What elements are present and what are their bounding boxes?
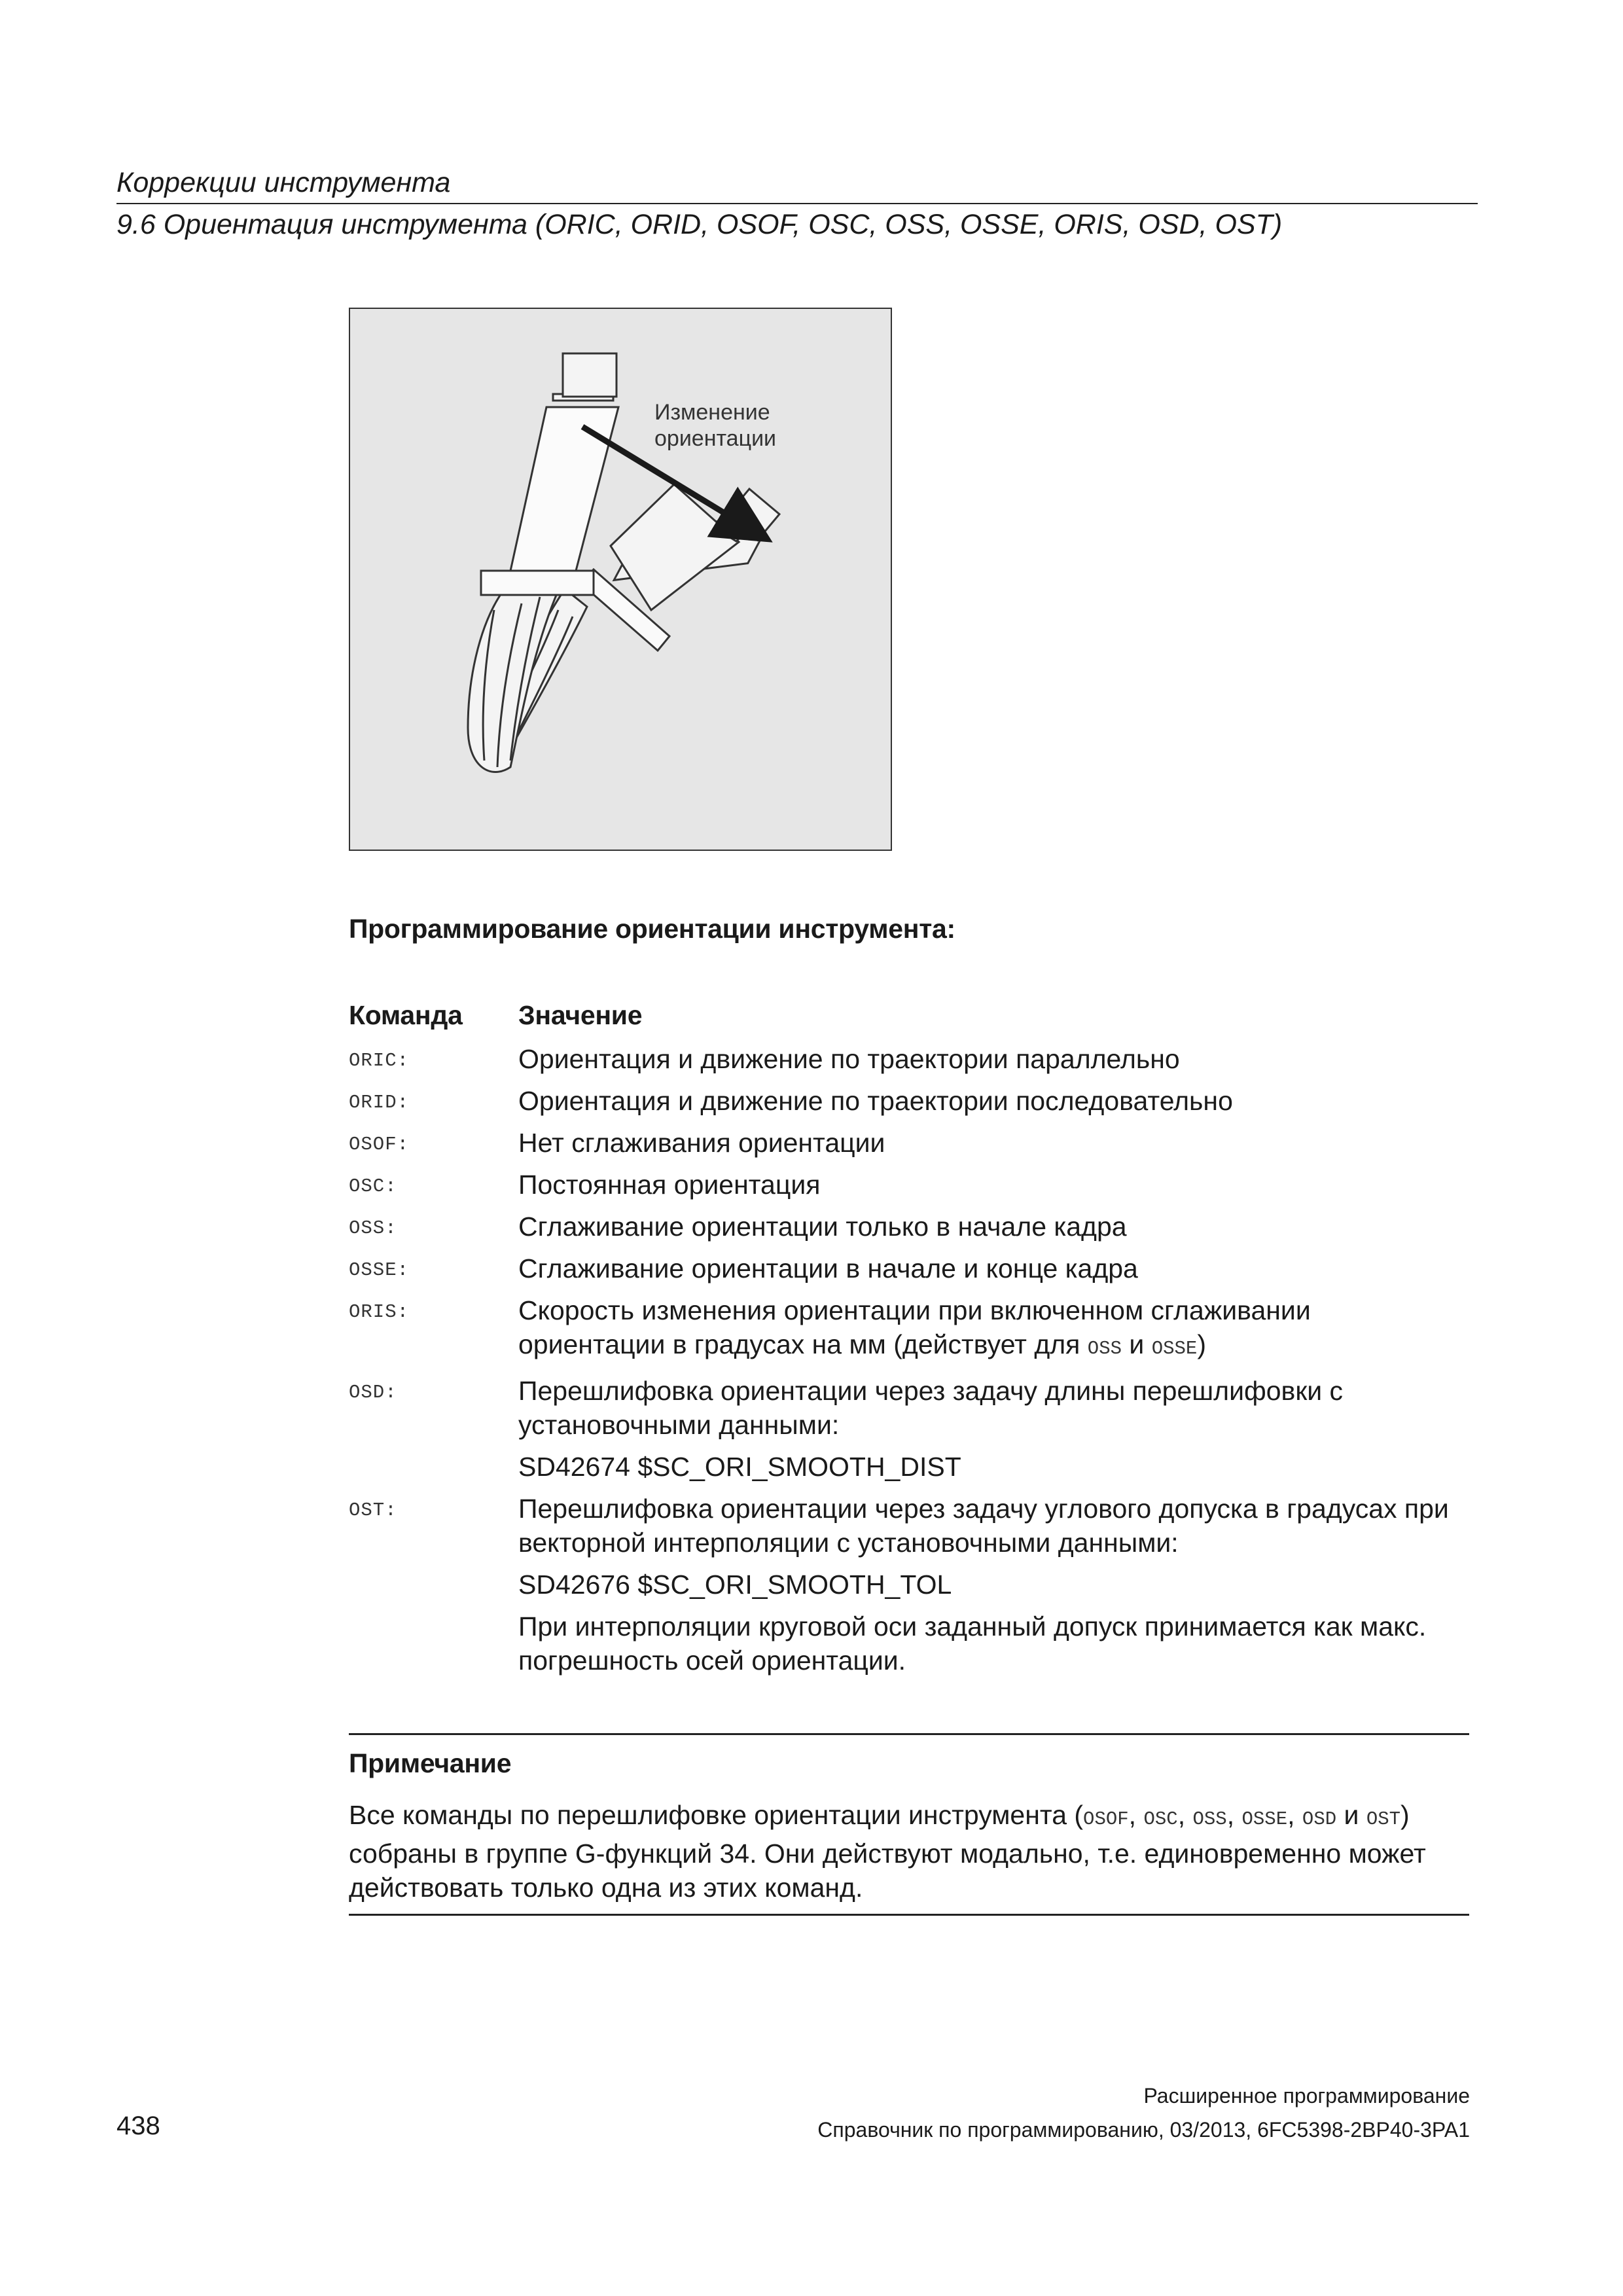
note-text: Все команды по перешлифовке ориентации инструмента (OSOF, OSC, OSS, OSSE, OSD и OST) собраны в группе G-функций 34. Они действуют модально, т.е. единовременно может действовать только одна из этих команд. [349,1800,1426,1903]
table-row [349,1126,1481,1160]
note-box [349,1733,1469,1916]
note-bottom-rule [349,1914,1469,1916]
table-row [349,1168,1481,1202]
inline-code: OSSE [1241,1808,1288,1830]
command-meaning: Перешлифовка ориентации через задачу длины перешлифовки с установочными данными: [518,1376,1344,1440]
command-meaning: Ориентация и движение по траектории последовательно [518,1086,1233,1116]
command-code: OSC: [349,1175,397,1197]
inline-code: OSOF [1083,1808,1129,1830]
command-meaning: Перешлифовка ориентации через задачу углового допуска в градусах при векторной интерполяции с установочными данными: [518,1494,1449,1558]
command-code: OST: [349,1499,397,1521]
note-title: Примечание [349,1748,512,1778]
command-code: OSD: [349,1382,397,1403]
table-row [349,1492,1481,1677]
header-rule [116,203,1478,204]
table-row [349,1374,1481,1484]
command-remark: При интерполяции круговой оси заданный допуск принимается как макс. погрешность осей ориентации. [518,1611,1427,1676]
chapter-title: Коррекции инструмента [116,167,451,198]
tool-orientation-illustration [350,309,891,850]
table-row [349,1042,1481,1076]
table-row [349,1084,1481,1118]
command-table [349,1000,1481,1685]
command-code: OSS: [349,1217,397,1239]
section-title: 9.6 Ориентация инструмента (ORIC, ORID, OSOF, OSC, OSS, OSSE, ORIS, OSD, OST) [116,209,1283,240]
command-meaning: Нет сглаживания ориентации [518,1128,885,1158]
section-heading: Программирование ориентации инструмента: [349,914,955,944]
command-code: ORIS: [349,1301,410,1323]
inline-code: OSS [1192,1808,1227,1830]
original-tool [468,353,618,772]
command-code: OSOF: [349,1134,410,1155]
tool-orientation-figure [349,308,892,851]
setting-data-name: SD42674 $SC_ORI_SMOOTH_DIST [518,1452,961,1482]
command-code: OSSE: [349,1259,410,1281]
figure-label: Изменение ориентации [654,400,777,451]
command-code: ORID: [349,1092,410,1113]
footer-reference: Справочник по программированию, 03/2013, 6FC5398-2BP40-3PA1 [817,2118,1470,2142]
inline-code: OSS [1087,1338,1122,1359]
inline-code: OSSE [1151,1338,1198,1359]
column-header-meaning: Значение [518,1000,643,1030]
inline-code: OSC [1143,1808,1178,1830]
note-top-rule [349,1733,1469,1735]
command-meaning: Постоянная ориентация [518,1170,821,1200]
inline-code: OSD [1302,1808,1337,1830]
table-row [349,1251,1481,1285]
column-header-command: Команда [349,1000,463,1030]
table-row [349,1210,1481,1244]
table-row [349,1293,1481,1366]
setting-data-name: SD42676 $SC_ORI_SMOOTH_TOL [518,1570,952,1600]
command-code: ORIC: [349,1050,410,1071]
command-meaning: Сглаживание ориентации в начале и конце кадра [518,1253,1138,1283]
running-header [116,164,1478,243]
table-header [349,1000,1481,1042]
command-meaning: Скорость изменения ориентации при включенном сглаживании ориентации в градусах на мм (действует для OSS и OSSE) [518,1295,1311,1359]
page-number: 438 [116,2111,160,2140]
inline-code: OST [1366,1808,1401,1830]
command-meaning: Сглаживание ориентации только в начале кадра [518,1211,1127,1242]
footer-book-title: Расширенное программирование [1143,2084,1470,2108]
command-meaning: Ориентация и движение по траектории параллельно [518,1044,1180,1074]
